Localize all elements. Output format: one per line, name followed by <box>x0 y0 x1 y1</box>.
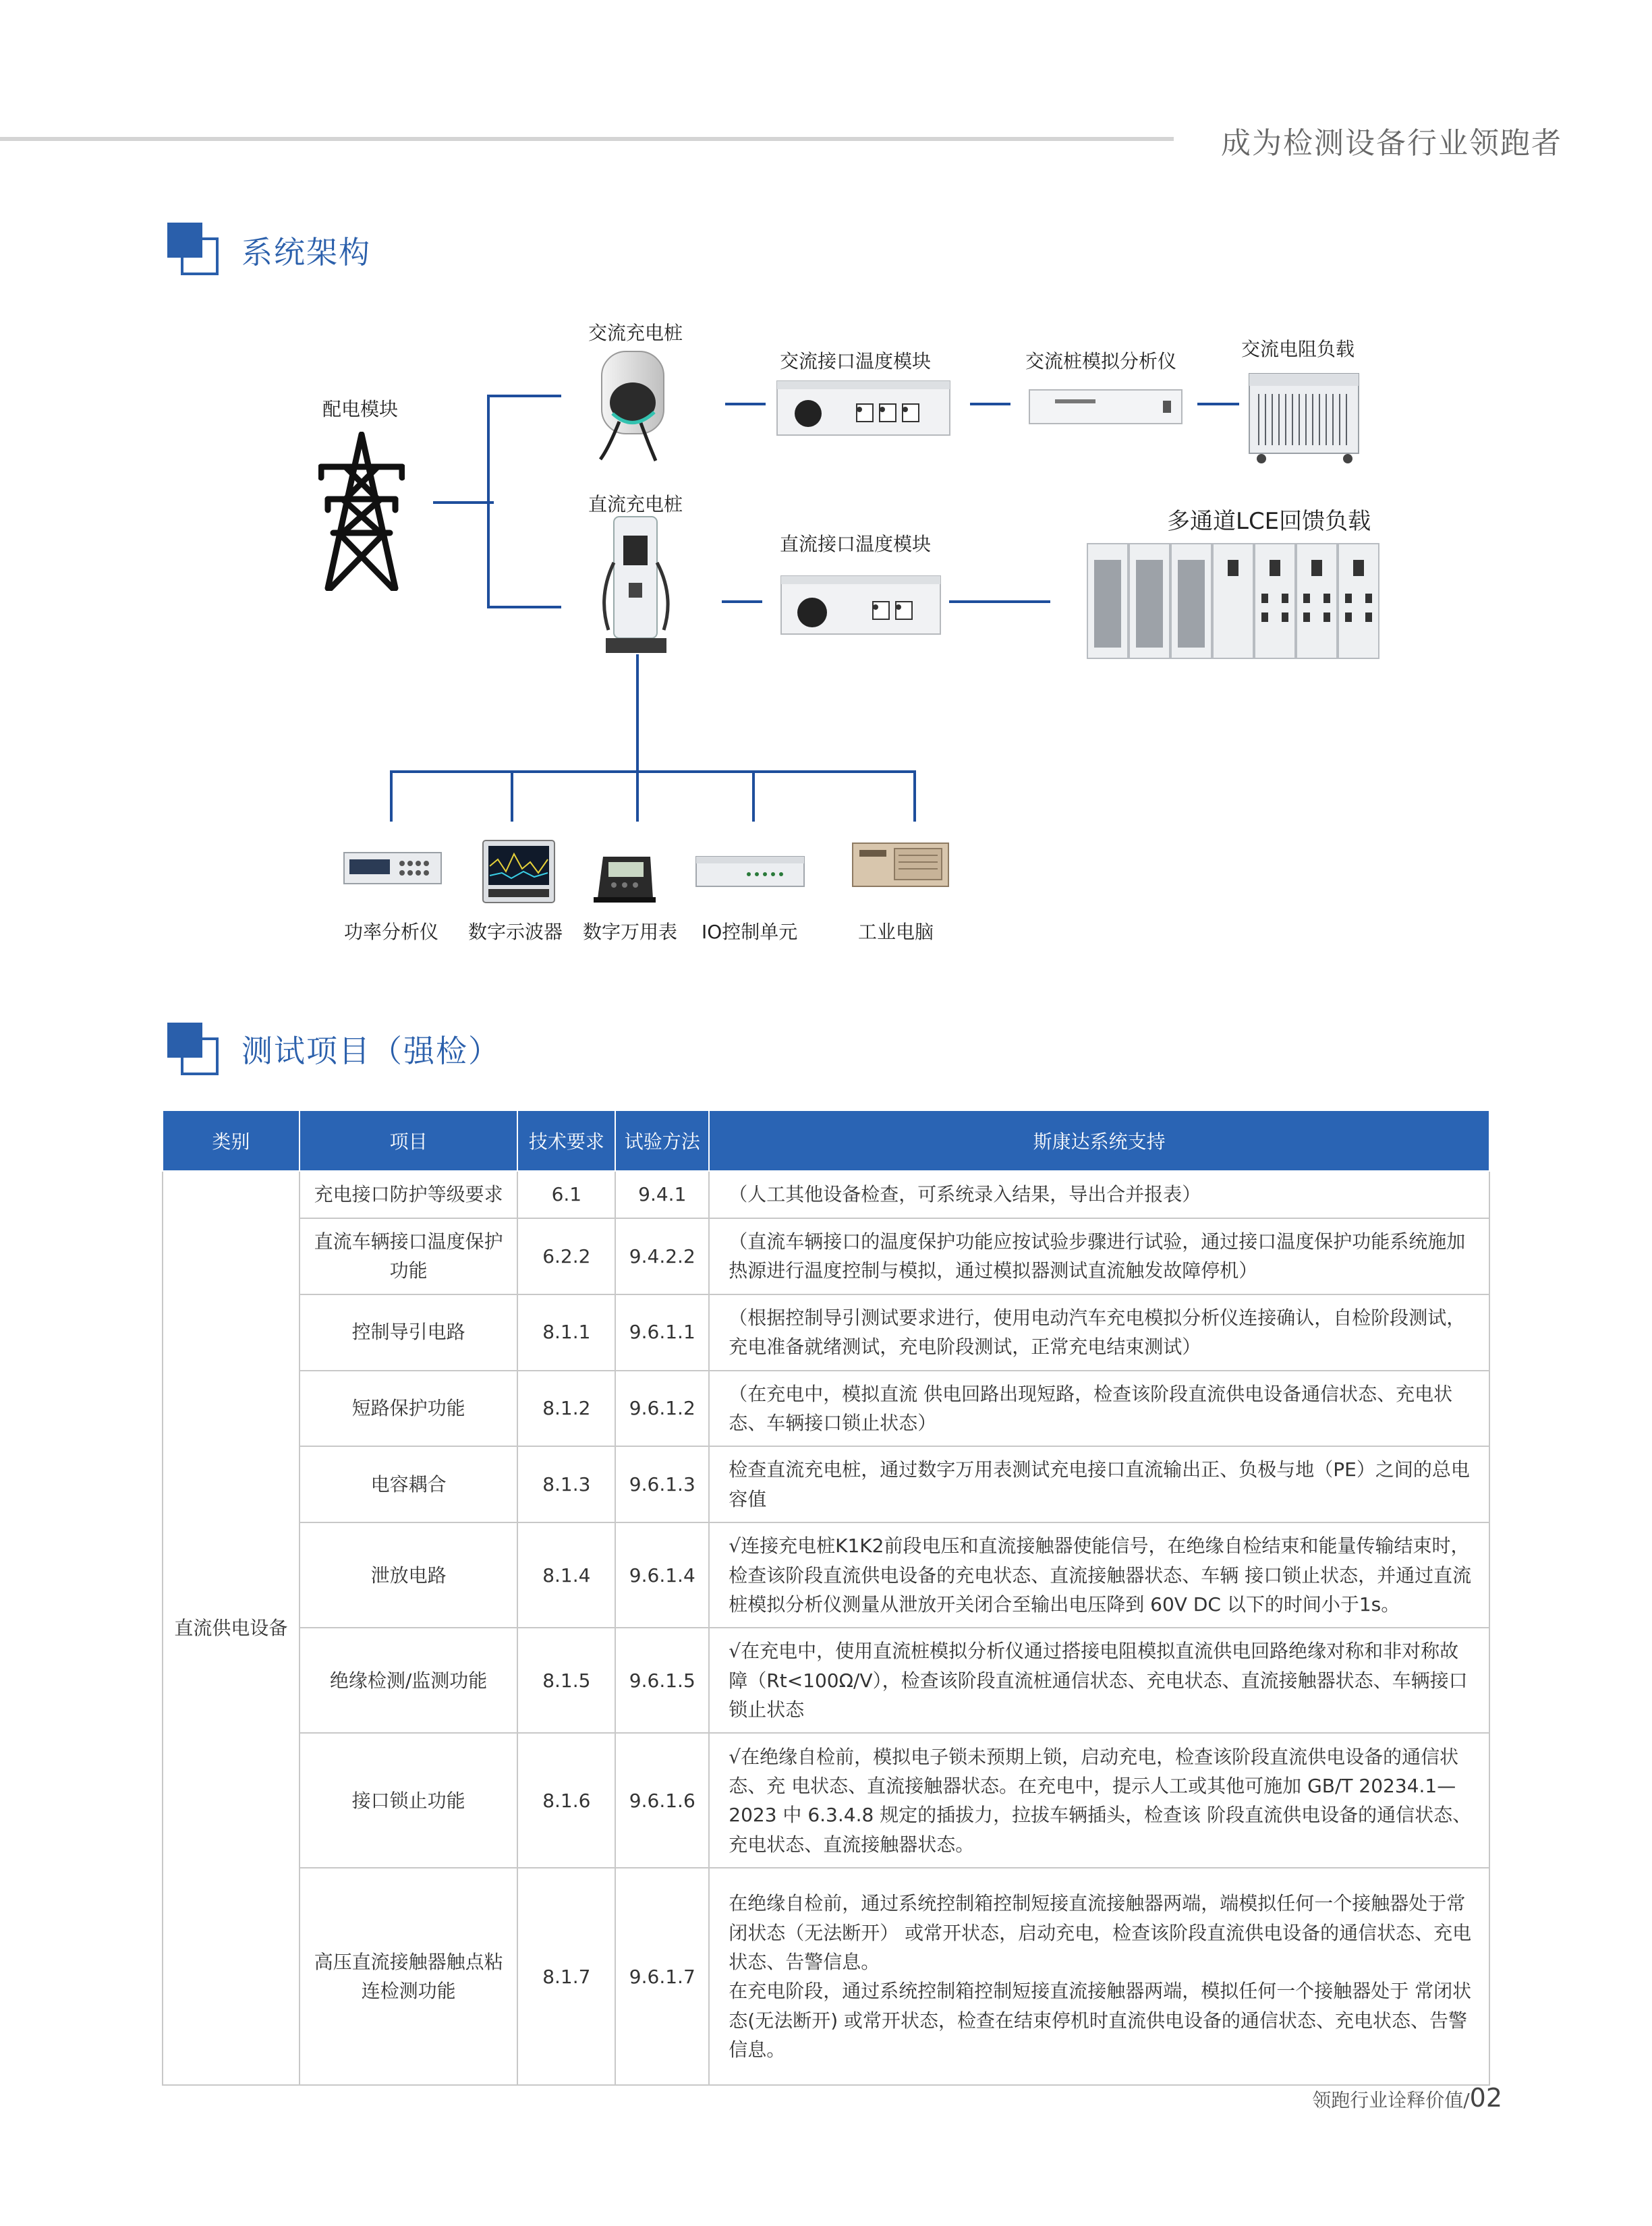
page-number: 02 <box>1469 2083 1502 2113</box>
support-cell: √连接充电桩K1K2前段电压和直流接触器使能信号，在绝缘自检结束和能量传输结束时，检查该阶段直流供电设备的充电状态、直流接触器状态、车辆 接口锁止状态，并通过直流桩模拟分析仪测量从泄放开关闭合至输出电压降到 60V DC 以下的时间小于1s。 <box>709 1522 1489 1628</box>
lce-feedback-load-image <box>1085 540 1388 662</box>
table-row <box>163 1446 1489 1522</box>
header-divider <box>0 137 1174 141</box>
req-cell: 8.1.7 <box>517 1868 615 2085</box>
connector-line <box>511 770 513 822</box>
item-cell: 充电接口防护等级要求 <box>300 1171 518 1218</box>
connector-line <box>433 501 494 504</box>
table-header-row <box>163 1110 1489 1171</box>
req-cell: 8.1.3 <box>517 1446 615 1522</box>
method-cell: 9.6.1.3 <box>615 1446 709 1522</box>
label-io-unit: IO控制单元 <box>702 921 798 943</box>
item-cell: 直流车辆接口温度保护功能 <box>300 1218 518 1294</box>
connector-line <box>636 770 639 822</box>
connector-line <box>487 606 561 608</box>
label-oscilloscope: 数字示波器 <box>468 921 563 943</box>
support-cell: √在充电中，使用直流桩模拟分析仪通过搭接电阻模拟直流供电回路绝缘对称和非对称故障（Rt<100Ω/V），检查该阶段直流桩通信状态、充电状态、直流接触器状态、车辆接口锁止状态 <box>709 1628 1489 1733</box>
connector-line <box>636 654 639 772</box>
ac-charging-pile-image <box>594 347 675 462</box>
header-test-method: 试验方法 <box>615 1110 709 1171</box>
footer <box>1312 2083 1502 2113</box>
req-cell: 8.1.4 <box>517 1522 615 1628</box>
connector-line <box>487 395 561 397</box>
footer-text: 领跑行业诠释价值/ <box>1312 2089 1470 2111</box>
support-cell: √在绝缘自检前，模拟电子锁未预期上锁，启动充电，检查该阶段直流供电设备的通信状态、充 电状态、直流接触器状态。在充电中，提示人工或其他可施加 GB/T 20234.1—2023 中 6.3.4.8 规定的插拔力，拉拔车辆插头，检查该 阶段直流供电设备的通信状态、充电状态、直流接触器状态。 <box>709 1733 1489 1868</box>
header-category: 类别 <box>163 1110 300 1171</box>
support-cell: （在充电中，模拟直流 供电回路出现短路，检查该阶段直流供电设备通信状态、充电状态、车辆接口锁止状态） <box>709 1371 1489 1447</box>
section-icon <box>167 1023 209 1078</box>
table-row <box>163 1171 1489 1218</box>
connector-line <box>390 770 393 822</box>
req-cell: 6.2.2 <box>517 1218 615 1294</box>
method-cell: 9.6.1.2 <box>615 1371 709 1447</box>
support-cell: （根据控制导引测试要求进行，使用电动汽车充电模拟分析仪连接确认，自检阶段测试，充电准备就绪测试，充电阶段测试，正常充电结束测试） <box>709 1294 1489 1371</box>
method-cell: 9.6.1.7 <box>615 1868 709 2085</box>
ac-temp-module-image <box>776 380 951 436</box>
item-cell: 高压直流接触器触点粘连检测功能 <box>300 1868 518 2085</box>
section-title-architecture: 系统架构 <box>241 234 371 270</box>
dc-temp-module-image <box>780 575 942 635</box>
support-cell: 检查直流充电桩，通过数字万用表测试充电接口直流输出正、负极与地（PE）之间的总电容值 <box>709 1446 1489 1522</box>
label-grid-module: 配电模块 <box>322 398 399 420</box>
method-cell: 9.6.1.1 <box>615 1294 709 1371</box>
header-slogan: 成为检测设备行业领跑者 <box>1221 126 1562 161</box>
table-row <box>163 1218 1489 1294</box>
method-cell: 9.4.1 <box>615 1171 709 1218</box>
item-cell: 短路保护功能 <box>300 1371 518 1447</box>
label-ac-temp-module: 交流接口温度模块 <box>780 350 932 372</box>
support-cell <box>709 1868 1489 2085</box>
label-dc-temp-module: 直流接口温度模块 <box>780 533 932 555</box>
transmission-tower-icon <box>318 432 405 591</box>
connector-line <box>725 403 766 405</box>
connector-line <box>722 600 762 603</box>
connector-line <box>487 395 490 608</box>
req-cell: 8.1.5 <box>517 1628 615 1733</box>
header-tech-req: 技术要求 <box>517 1110 615 1171</box>
table-row <box>163 1371 1489 1447</box>
item-cell: 电容耦合 <box>300 1446 518 1522</box>
connector-line <box>970 403 1010 405</box>
category-cell: 直流供电设备 <box>163 1171 300 2085</box>
method-cell: 9.6.1.5 <box>615 1628 709 1733</box>
support-cell: （直流车辆接口的温度保护功能应按试验步骤进行试验，通过接口温度保护功能系统施加热源进行温度控制与模拟，通过模拟器测试直流触发故障停机） <box>709 1218 1489 1294</box>
ac-resistive-load-image <box>1247 371 1363 465</box>
power-analyzer-image <box>343 851 443 886</box>
label-ac-analyzer: 交流桩模拟分析仪 <box>1025 350 1177 372</box>
ac-analyzer-image <box>1028 389 1183 426</box>
label-dc-pile: 直流充电桩 <box>588 493 683 515</box>
req-cell: 8.1.1 <box>517 1294 615 1371</box>
table-row <box>163 1733 1489 1868</box>
connector-line <box>752 770 755 822</box>
connector-line <box>913 770 916 822</box>
section-icon <box>167 223 209 278</box>
table-row <box>163 1628 1489 1733</box>
support-cell: （人工其他设备检查，可系统录入结果，导出合并报表） <box>709 1171 1489 1218</box>
support-paragraph: 在充电阶段，通过系统控制箱控制短接直流接触器两端，模拟任何一个接触器处于 常闭状态(无法断开) 或常开状态，检查在结束停机时直流供电设备的通信状态、充电状态、告警信息。 <box>729 1980 1472 2061</box>
req-cell: 8.1.6 <box>517 1733 615 1868</box>
multimeter-image <box>594 851 656 905</box>
method-cell: 9.4.2.2 <box>615 1218 709 1294</box>
label-ac-pile: 交流充电桩 <box>588 322 683 344</box>
connector-line <box>390 770 916 773</box>
table-row <box>163 1294 1489 1371</box>
header-system-support: 斯康达系统支持 <box>709 1110 1489 1171</box>
industrial-pc-image <box>851 842 950 889</box>
item-cell: 泄放电路 <box>300 1522 518 1628</box>
connector-line <box>1197 403 1239 405</box>
req-cell: 8.1.2 <box>517 1371 615 1447</box>
connector-line <box>949 600 1050 603</box>
label-lce-load: 多通道LCE回馈负载 <box>1167 508 1371 535</box>
label-ac-load: 交流电阻负载 <box>1241 338 1355 360</box>
item-cell: 接口锁止功能 <box>300 1733 518 1868</box>
dc-charging-pile-image <box>594 515 679 654</box>
test-items-table <box>162 1110 1490 2086</box>
support-paragraph: 在绝缘自检前，通过系统控制箱控制短接直流接触器两端，端模拟任何一个接触器处于常闭状态（无法断开） 或常开状态，启动充电，检查该阶段直流供电设备的通信状态、充电状态、告警信息。 <box>729 1892 1472 1974</box>
label-multimeter: 数字万用表 <box>583 921 678 943</box>
method-cell: 9.6.1.6 <box>615 1733 709 1868</box>
io-control-unit-image <box>695 855 805 890</box>
item-cell: 控制导引电路 <box>300 1294 518 1371</box>
req-cell: 6.1 <box>517 1171 615 1218</box>
table-row <box>163 1868 1489 2085</box>
header-item: 项目 <box>300 1110 518 1171</box>
label-power-analyzer: 功率分析仪 <box>344 921 439 943</box>
section-title-test-items: 测试项目（强检） <box>241 1033 501 1069</box>
oscilloscope-image <box>482 839 556 904</box>
method-cell: 9.6.1.4 <box>615 1522 709 1628</box>
label-industrial-pc: 工业电脑 <box>858 921 934 943</box>
table-row <box>163 1522 1489 1628</box>
item-cell: 绝缘检测/监测功能 <box>300 1628 518 1733</box>
